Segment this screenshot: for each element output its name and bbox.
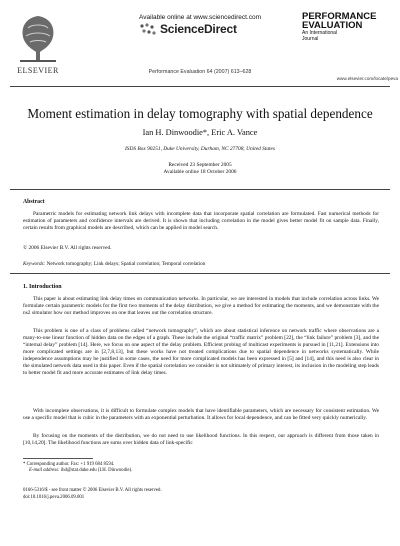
abstract-text: [23, 211, 379, 232]
author-affiliation: ISDS Box 90251, Duke University, Durham, NC 27708, United States: [124, 146, 276, 152]
footnote-divider: [23, 458, 93, 459]
journal-subtitle-line-1: An International: [302, 30, 338, 36]
journal-subtitle-line-2: Journal: [302, 35, 319, 42]
issn-line: 0166-5316/$ - see front matter © 2006 Elsevier B.V. All rights reserved.: [23, 488, 162, 493]
sciencedirect-wordmark: ScienceDirect: [160, 22, 237, 36]
abstract-top-divider: [10, 189, 390, 190]
corresponding-author-note: * Corresponding author. Fax: +1 919 684 8594.: [23, 462, 115, 467]
paragraph-2-text: This problem is one of a class of problems called “network tomography”, which are about statistical inference on network traffic where observations are a many-to-one linear function of hidden data on the edges of a graph. These include the original “traffic matrix” problem [22], the “link failure” problem [3], and the “internal delay” problem [14]. Here, we focus on one aspect of the delay problem. Efficient probing of multicast experiments is pursued in [11,21]. Extensions into more complicated settings are in [2,7,8,13], but these works have not treated complications due to spatial dependence in networks systematically. While independence assumptions may be justified in some cases, the need for more complicated models has been expressed in [5] and [14], and this need is also clear in the simulated network data used in this paper. Even if the spatial correlation we consider is not ultimately of primary interest, its inclusion in the modeling step leads to better model fit and more accurate estimates of link delay times.: [23, 328, 379, 376]
header-divider: [10, 86, 390, 87]
keywords-label: Keywords:: [23, 261, 46, 267]
email-address[interactable]: ihd@stat.duke.edu (I.H. Dinwoodie).: [60, 468, 133, 473]
journal-title-line-1: PERFORMANCE: [302, 11, 377, 22]
keywords-list: Network tomography; Link delays; Spatial correlation; Temporal correlation: [46, 261, 206, 267]
publisher-name: ELSEVIER: [17, 66, 59, 75]
journal-citation: Performance Evaluation 64 (2007) 613–628: [148, 69, 252, 75]
paragraph-3-text: With incomplete observations, it is difficult to formulate complex models that have identifiable parameters, which are necessary for consistent estimation. We use a specific model that is cubic in the parameters with an exponential perturbation. It allows for local dependence, and can be fitted very quickly numerically.: [23, 408, 379, 421]
paragraph-1-text: This paper is about estimating link delay times on communication networks. In particular, we are interested in models that include correlation across links. We formulate certain parametric models for the first two moments of the delay distribution, we give a method for estimating the moments, and we demonstrate with the ns2 simulator how our method improves on one that leaves out the correlation structure.: [23, 296, 379, 316]
article-authors[interactable]: Ian H. Dinwoodie*, Eric A. Vance: [142, 128, 258, 137]
abstract-copyright: © 2006 Elsevier B.V. All rights reserved.: [23, 245, 112, 251]
available-online-line: Available online at www.sciencedirect.com: [139, 14, 261, 21]
abstract-bottom-divider: [10, 273, 390, 274]
abstract-heading: Abstract: [23, 199, 45, 205]
paragraph-3: [23, 408, 379, 422]
journal-subtitle: [302, 31, 396, 42]
article-title: Moment estimation in delay tomography with spatial dependence: [27, 106, 373, 121]
journal-title-line-2: EVALUATION: [302, 20, 363, 31]
journal-title: [302, 12, 396, 30]
paragraph-4: [23, 433, 379, 447]
doi-link[interactable]: doi:10.1016/j.peva.2006.09.001: [23, 495, 85, 500]
keywords-line: [23, 261, 379, 267]
paragraph-2: [23, 328, 379, 377]
section-heading: 1. Introduction: [23, 284, 62, 290]
received-date: Received 23 September 2005: [168, 162, 232, 168]
email-label: E-mail address:: [29, 468, 60, 473]
email-note: [29, 468, 132, 473]
abstract-body: Parametric models for estimating network link delays with incomplete data that incorporate spatial correlation are formulated. Fast numerical methods for estimation of parameters and confidence intervals are derived. It is shown that including correlation in the model gives better model fit on sample data. Finally, certain results from graphical models are described, which can be applied in model search.: [23, 211, 379, 231]
journal-url[interactable]: www.elsevier.com/locate/peva: [336, 76, 398, 81]
online-date: Available online 18 October 2006: [163, 169, 237, 175]
paragraph-4-text: By focusing on the moments of the distribution, we do not need to use likelihood functions. In this respect, our approach is different from those taken in [10,14,20]. The likelihood functions are sums over hidden data of link-specific: [23, 433, 379, 446]
paragraph-1: [23, 296, 379, 317]
